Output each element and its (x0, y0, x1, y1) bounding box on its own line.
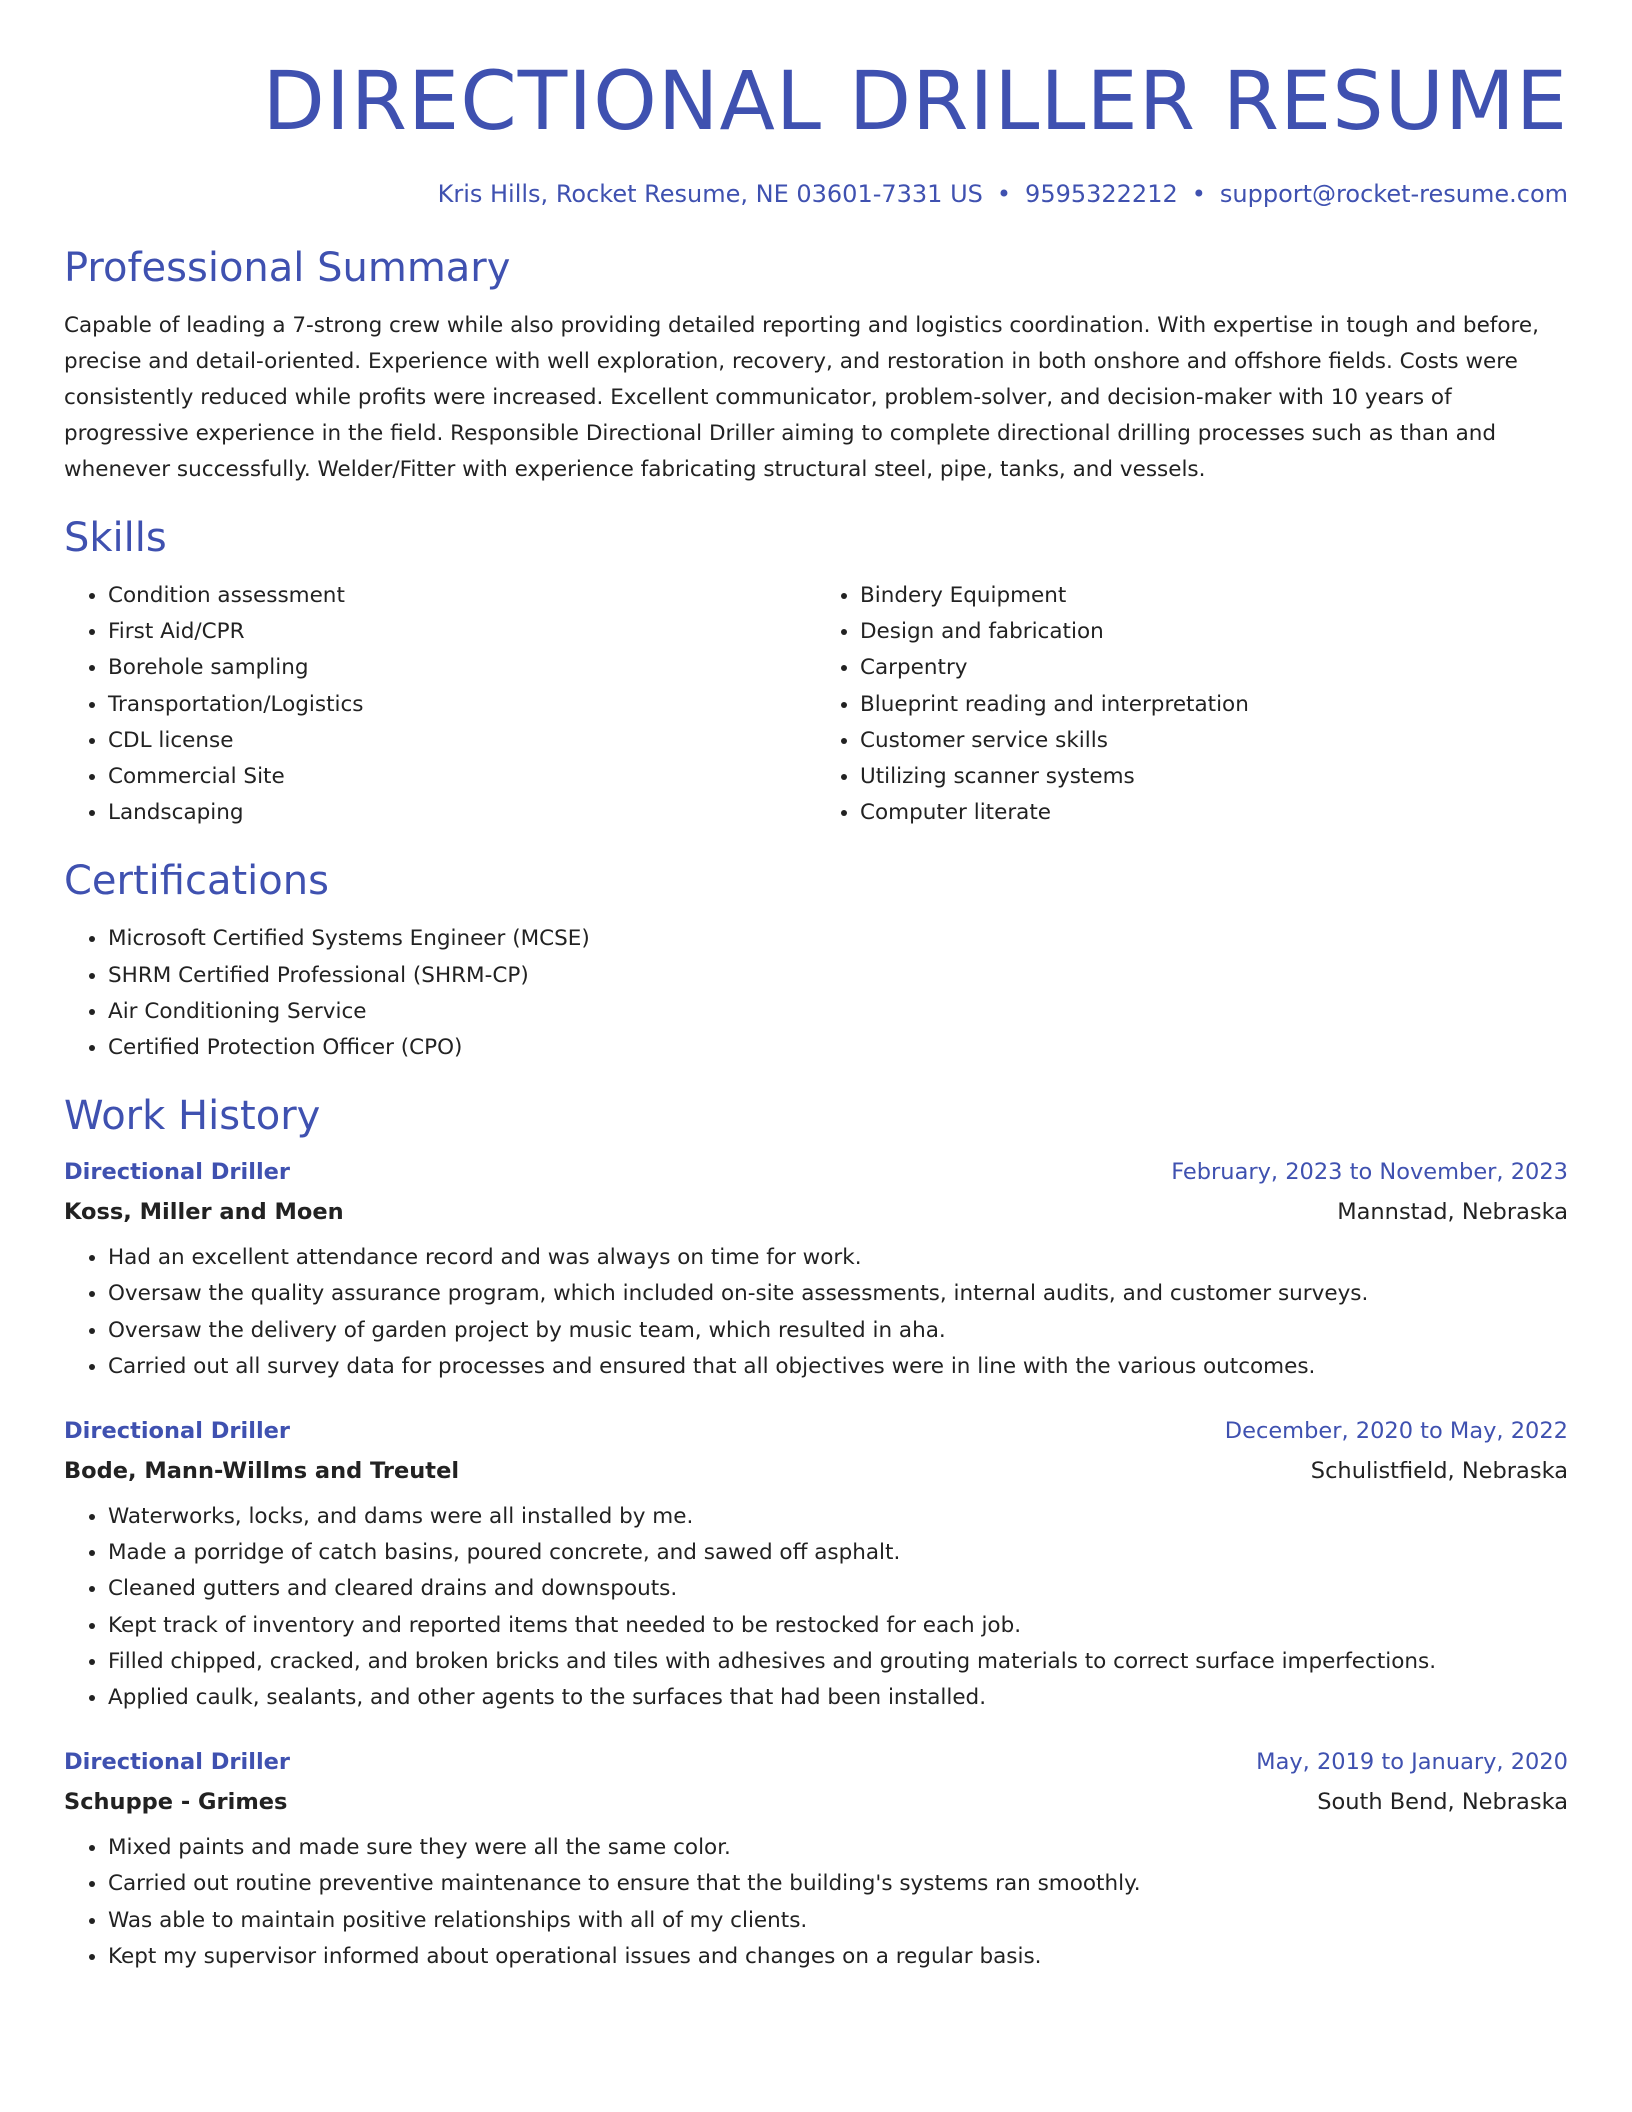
job-title-row (64, 1742, 1568, 1782)
resume-header (64, 0, 1568, 212)
job-bullet: • Carried out all survey data for processes and ensured that all objectives were in line with the various outcomes. (108, 1349, 1568, 1385)
certifications-section (64, 853, 1568, 1066)
job-bullet: • Carried out routine preventive maintenance to ensure that the building's systems ran smoothly. (108, 1866, 1568, 1902)
skill-item: • Landscaping (108, 795, 816, 831)
job-company-row (64, 1192, 1568, 1232)
job-bullet: • Had an excellent attendance record and was always on time for work. (108, 1240, 1568, 1276)
job-bullet: • Kept track of inventory and reported items that needed to be restocked for each job. (108, 1608, 1568, 1644)
job-dates: February, 2023 to November, 2023 (1171, 1159, 1568, 1186)
skills-grid (64, 578, 1568, 831)
skill-item: • CDL license (108, 723, 816, 759)
job-company: Koss, Miller and Moen (64, 1199, 344, 1226)
skill-item: • Blueprint reading and interpretation (860, 687, 1568, 723)
job-company: Bode, Mann-Willms and Treutel (64, 1458, 460, 1485)
skill-item: • Customer service skills (860, 723, 1568, 759)
job-entry (64, 1742, 1568, 1975)
job-entry (64, 1411, 1568, 1716)
contact-separator: • (996, 180, 1012, 208)
job-bullet: • Oversaw the delivery of garden project by music team, which resulted in aha. (108, 1313, 1568, 1349)
certification-item: • SHRM Certified Professional (SHRM-CP) (108, 958, 1568, 994)
work-history-section (64, 1088, 1568, 1975)
skill-item: • Transportation/Logistics (108, 687, 816, 723)
certifications-list (64, 921, 1568, 1066)
summary-section (64, 240, 1568, 488)
job-bullet: • Kept my supervisor informed about operational issues and changes on a regular basis. (108, 1939, 1568, 1975)
skill-item: • First Aid/CPR (108, 614, 816, 650)
job-bullet: • Oversaw the quality assurance program, which included on-site assessments, internal audits, and customer surveys. (108, 1276, 1568, 1312)
job-company-row (64, 1782, 1568, 1822)
certification-item: • Air Conditioning Service (108, 994, 1568, 1030)
skill-item: • Borehole sampling (108, 650, 816, 686)
summary-heading: Professional Summary (64, 245, 511, 291)
job-bullet: • Applied caulk, sealants, and other agents to the surfaces that had been installed. (108, 1680, 1568, 1716)
job-title: Directional Driller (64, 1749, 291, 1776)
job-bullet: • Mixed paints and made sure they were all the same color. (108, 1830, 1568, 1866)
job-location: South Bend, Nebraska (1317, 1789, 1568, 1816)
contact-separator: • (1191, 180, 1206, 208)
job-bullet: • Made a porridge of catch basins, poured concrete, and sawed off asphalt. (108, 1535, 1568, 1571)
skills-list-right (816, 578, 1568, 831)
work-history-heading: Work History (64, 1093, 321, 1140)
job-bullet: • Waterworks, locks, and dams were all installed by me. (108, 1499, 1568, 1535)
job-title-row (64, 1152, 1568, 1192)
job-company: Schuppe - Grimes (64, 1789, 288, 1816)
job-title: Directional Driller (64, 1159, 291, 1186)
resume-title: DIRECTIONAL DRILLER RESUME (262, 55, 1568, 149)
skill-item: • Design and fabrication (860, 614, 1568, 650)
certification-item: • Certified Protection Officer (CPO) (108, 1030, 1568, 1066)
certification-item: • Microsoft Certified Systems Engineer (MCSE) (108, 921, 1568, 957)
skill-item: • Utilizing scanner systems (860, 759, 1568, 795)
certifications-heading: Certifications (64, 858, 329, 905)
job-company-row (64, 1451, 1568, 1491)
job-title: Directional Driller (64, 1418, 291, 1445)
job-dates: December, 2020 to May, 2022 (1224, 1418, 1568, 1445)
job-title-row (64, 1411, 1568, 1451)
job-location: Mannstad, Nebraska (1337, 1199, 1568, 1226)
job-bullet: • Filled chipped, cracked, and broken bricks and tiles with adhesives and grouting materials to correct surface imperfections. (108, 1644, 1568, 1680)
contact-email[interactable]: support@rocket-resume.com (1219, 180, 1568, 208)
contact-phone: 9595322212 (1025, 180, 1178, 208)
job-entry (64, 1152, 1568, 1385)
skills-heading: Skills (64, 515, 167, 561)
skill-item: • Bindery Equipment (860, 578, 1568, 614)
job-bullets (64, 1499, 1568, 1716)
skills-section (64, 510, 1568, 831)
skill-item: • Carpentry (860, 650, 1568, 686)
job-dates: May, 2019 to January, 2020 (1256, 1749, 1568, 1776)
skill-item: • Commercial Site (108, 759, 816, 795)
job-location: Schulistfield, Nebraska (1310, 1458, 1568, 1485)
job-bullets (64, 1830, 1568, 1975)
contact-address: Kris Hills, Rocket Resume, NE 03601-7331 US (437, 180, 983, 208)
job-bullet: • Was able to maintain positive relationships with all of my clients. (108, 1903, 1568, 1939)
skills-list-left (64, 578, 816, 831)
contact-line (64, 176, 1568, 212)
skill-item: • Computer literate (860, 795, 1568, 831)
skill-item: • Condition assessment (108, 578, 816, 614)
summary-text: Capable of leading a 7-strong crew while also providing detailed reporting and logistics coordination. With expertise in tough and before, precise and detail-oriented. Experience with well exploration, recovery, and restoration in both onshore and offshore fields. Costs were consistently reduced while profits were increased. Excellent communicator, problem-solver, and decision-maker with 10 years of progressive experience in the field. Responsible Directional Driller aiming to complete directional drilling processes such as than and whenever successfully. Welder/Fitter with experience fabricating structural steel, pipe, tanks, and vessels. (64, 313, 1539, 482)
job-bullets (64, 1240, 1568, 1385)
job-bullet: • Cleaned gutters and cleared drains and downspouts. (108, 1571, 1568, 1607)
